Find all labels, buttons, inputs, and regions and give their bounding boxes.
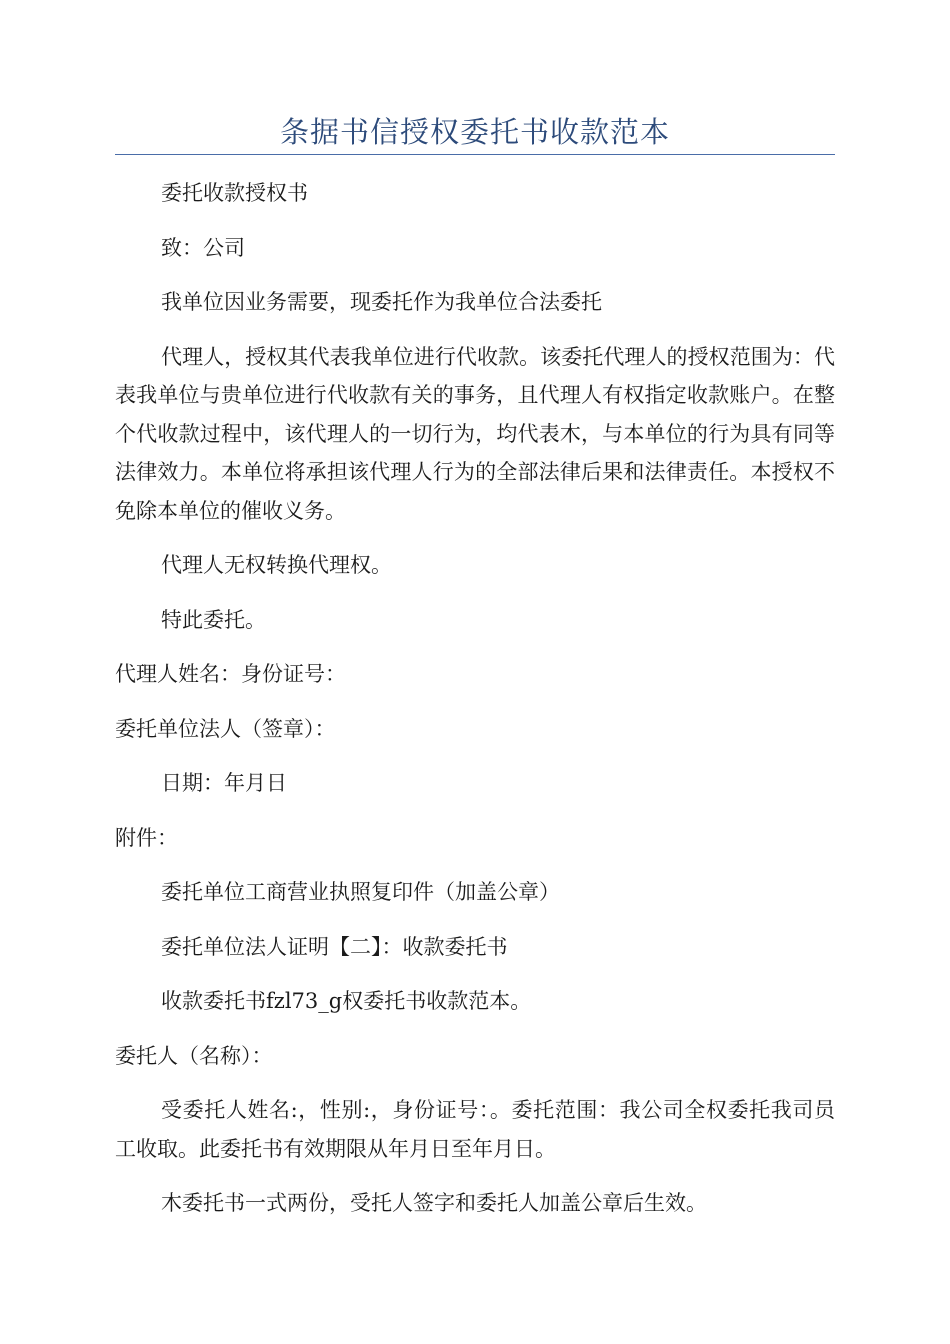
- paragraph-attachment-license: 委托单位工商营业执照复印件（加盖公章）: [161, 880, 560, 904]
- paragraph-legal-seal: 委托单位法人（签章）：: [115, 716, 336, 741]
- paragraph-scope: 代理人，授权其代表我单位进行代收款。该委托代理人的授权范围为：代表我单位与贵单位进行代收款有关的事务，且代理人有权指定收款账户。在整个代收款过程中，该代理人的一切行为，均代表木，与本单位的行为具有同等法律效力。本单位将承担该代理人行为的全部法律后果和法律责任。本授权不免除本单位的催收义务。: [115, 344, 835, 523]
- paragraph-addressee: 致：公司: [161, 235, 245, 260]
- paragraph-intro: 我单位因业务需要，现委托作为我单位合法委托: [161, 290, 602, 314]
- paragraph-attachment-label: 附件：: [115, 825, 178, 850]
- document-title: 条据书信授权委托书收款范本: [279, 115, 670, 149]
- paragraph-second-title: 收款委托书fzl73_g权委托书收款范本。: [161, 989, 532, 1013]
- paragraph-copies: 木委托书一式两份，受托人签字和委托人加盖公章后生效。: [161, 1191, 707, 1215]
- paragraph-agent-info: 代理人姓名：身份证号：: [115, 662, 346, 686]
- paragraph-attachment-proof: 委托单位法人证明【二】：收款委托书: [161, 934, 508, 959]
- title-underline: [115, 154, 835, 155]
- document-body: [115, 174, 835, 1223]
- paragraph-no-transfer: 代理人无权转换代理权。: [161, 553, 392, 577]
- paragraph-principal: 委托人（名称）：: [115, 1043, 273, 1068]
- paragraph-date: 日期：年月日: [161, 771, 287, 795]
- paragraph-trustee: 受委托人姓名:，性别:，身份证号：。委托范围：我公司全权委托我司员工收取。此委托书有效期限从年月日至年月日。: [115, 1098, 835, 1161]
- paragraph-heading: 委托收款授权书: [161, 181, 308, 205]
- paragraph-hereby: 特此委托。: [161, 607, 266, 632]
